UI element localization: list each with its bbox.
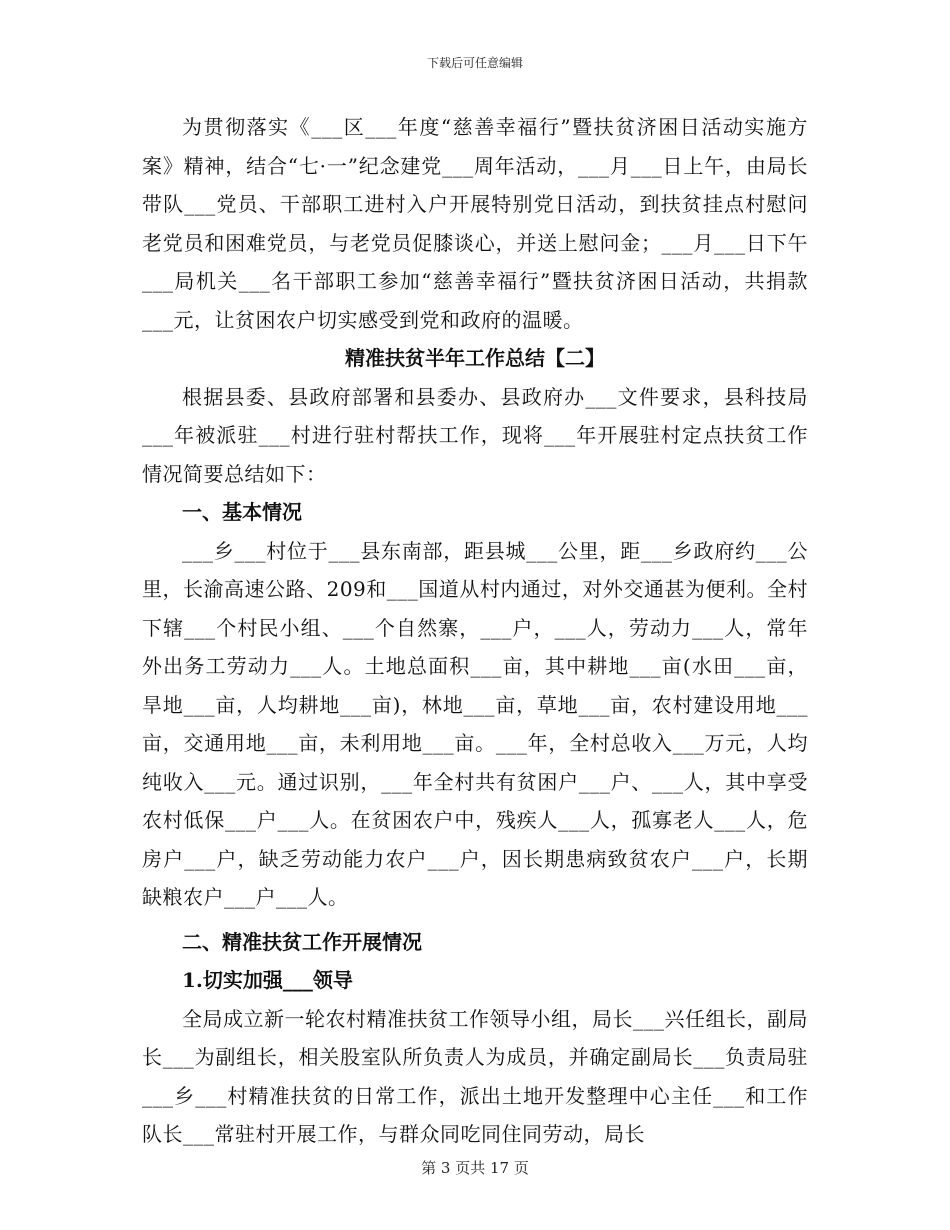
section-heading-basic: 一、基本情况 bbox=[182, 500, 302, 524]
paragraph-leadership: 全局成立新一轮农村精准扶贫工作领导小组，局长___兴任组长，副局长___为副组长，相关股室队所负责人为成员，并确定副局长___负责局驻___乡___村精准扶贫的日常工作，派出土地开发整理中心主任___和工作队长___常驻村开展工作，与群众同吃同住同劳动，局长 bbox=[142, 1006, 808, 1146]
page-number-footer: 第 3 页共 17 页 bbox=[421, 1159, 529, 1177]
page-header-note: 下载后可任意编辑 bbox=[426, 56, 523, 70]
subsection-heading-leadership: 1.切实加强___领导 bbox=[182, 968, 353, 992]
document-body bbox=[142, 108, 808, 1154]
paragraph-basic-info: ___乡___村位于___县东南部，距县城___公里，距___乡政府约___公里，长渝高速公路、209和___国道从村内通过，对外交通甚为便利。全村下辖___个村民小组、___个自然寨，___户，___人，劳动力___人，常年外出务工劳动力___人。土地总面积___亩，其中耕地___亩(水田___亩，旱地___亩，人均耕地___亩)，林地___亩，草地___亩，农村建设用地___亩，交通用地___亩，未利用地___亩。___年，全村总收入___万元，人均纯收入___元。通过识别，___年全村共有贫困户___户、___人，其中享受农村低保___户___人。在贫困农户中，残疾人___人，孤寡老人___人，危房户___户，缺乏劳动能力农户___户，因长期患病致贫农户___户，长期缺粮农户___户___人。 bbox=[142, 538, 808, 909]
paragraph-intro: 根据县委、县政府部署和县委办、县政府办___文件要求，县科技局___年被派驻___村进行驻村帮扶工作，现将___年开展驻村定点扶贫工作情况简要总结如下： bbox=[142, 384, 808, 486]
paragraph-activity: 为贯彻落实《___区___年度“慈善幸福行”暨扶贫济困日活动实施方案》精神，结合“七·一”纪念建党___周年活动，___月___日上午，由局长带队___党员、干部职工进村入户开展特别党日活动，到扶贫挂点村慰问老党员和困难党员，与老党员促膝谈心，并送上慰问金；___月___日下午___局机关___名干部职工参加“慈善幸福行”暨扶贫济困日活动，共捐款___元，让贫困农户切实感受到党和政府的温暖。 bbox=[142, 115, 808, 332]
section-heading-progress: 二、精准扶贫工作开展情况 bbox=[182, 929, 422, 954]
document-title: 精准扶贫半年工作总结【二】 bbox=[345, 346, 605, 370]
